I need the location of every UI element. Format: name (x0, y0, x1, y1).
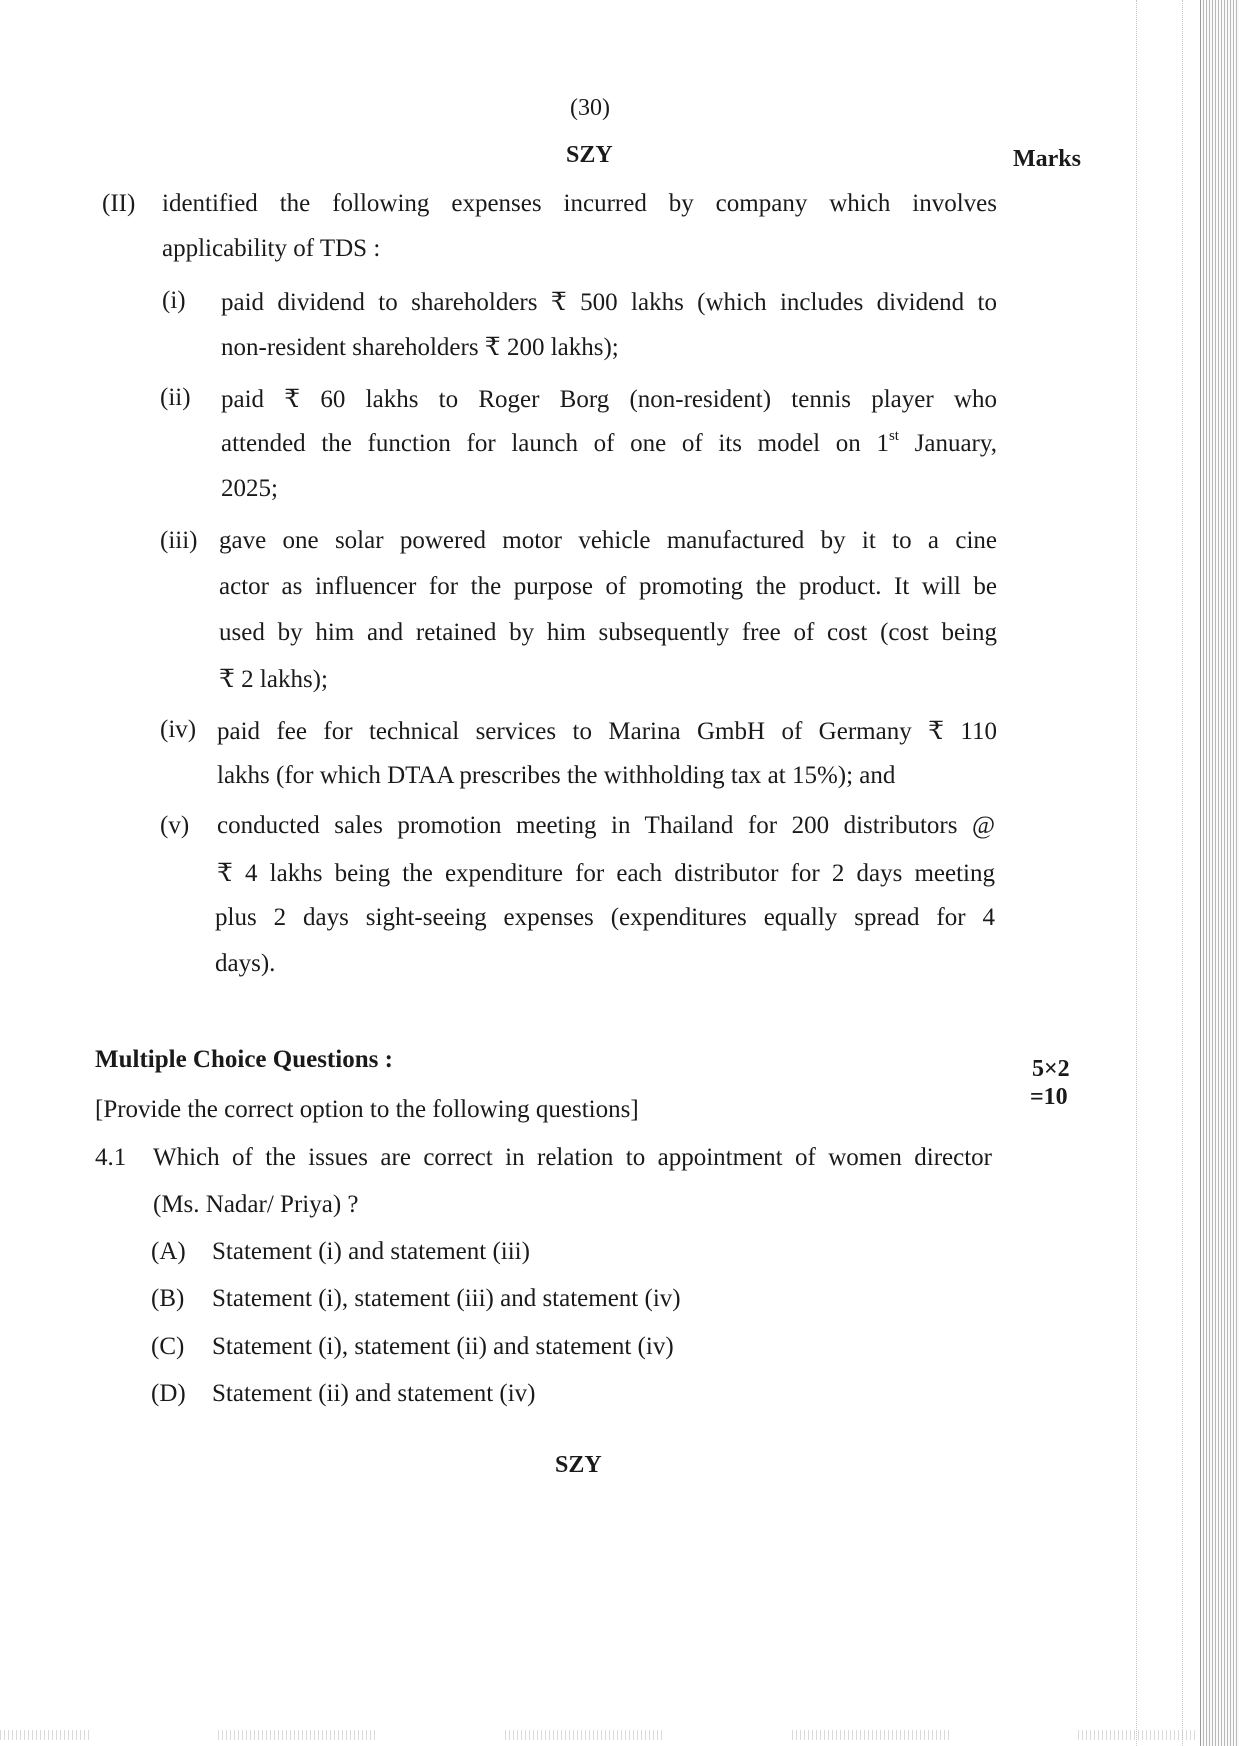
page-binding-edge (1201, 0, 1239, 1746)
option-letter: (D) (151, 1380, 186, 1407)
scan-dotted-line (1182, 0, 1184, 1746)
item-text-line: ₹ 4 lakhs being the expenditure for each distributor for 2 days meeting (217, 860, 995, 887)
option-text: Statement (i), statement (iii) and statement (iv) (212, 1285, 681, 1312)
scan-noise (505, 1730, 665, 1740)
section-intro: identified the following expenses incurred by company which involves (162, 190, 997, 217)
item-number: (iv) (160, 716, 197, 743)
section-label: (II) (102, 190, 136, 217)
item-text-line: days). (215, 950, 276, 977)
mcq-marks: 5×2 (1032, 1056, 1070, 1082)
option-text: Statement (ii) and statement (iv) (212, 1380, 536, 1407)
option-letter: (A) (151, 1238, 186, 1265)
page-number: (30) (570, 95, 610, 121)
item-number: (i) (162, 287, 186, 314)
item-number: (v) (160, 812, 190, 839)
binding-border (1200, 0, 1201, 1746)
item-text-line: 2025; (221, 475, 278, 502)
series-code: SZY (566, 142, 613, 168)
question-text-cont: (Ms. Nadar/ Priya) ? (153, 1191, 359, 1218)
option-text: Statement (i) and statement (iii) (212, 1238, 530, 1265)
scan-dotted-line (1136, 0, 1138, 1746)
mcq-instruction: [Provide the correct option to the following questions] (95, 1096, 639, 1123)
footer-series-code: SZY (555, 1452, 602, 1478)
section-intro-cont: applicability of TDS : (162, 235, 381, 262)
question-number: 4.1 (95, 1144, 127, 1171)
item-text-line: conducted sales promotion meeting in Thailand for 200 distributors @ (217, 812, 995, 839)
item-text-line: plus 2 days sight-seeing expenses (expenditures equally spread for 4 (215, 904, 995, 931)
item-text-line (221, 430, 997, 458)
item-number: (iii) (160, 527, 198, 554)
mcq-heading: Multiple Choice Questions : (95, 1046, 393, 1073)
item-text-line: paid dividend to shareholders ₹ 500 lakhs (which includes dividend to (221, 289, 997, 316)
mcq-marks-total: =10 (1030, 1084, 1068, 1110)
item-number: (ii) (160, 384, 191, 411)
option-text: Statement (i), statement (ii) and statement (iv) (212, 1333, 674, 1360)
option-letter: (B) (151, 1285, 185, 1312)
item-text-line: gave one solar powered motor vehicle manufactured by it to a cine (219, 527, 997, 554)
ordinal-superscript: st (888, 428, 899, 444)
item-text-line: used by him and retained by him subsequently free of cost (cost being (219, 619, 997, 646)
scan-noise (1078, 1730, 1198, 1740)
item-text-fragment: January, (898, 430, 998, 457)
option-letter: (C) (151, 1333, 185, 1360)
question-text: Which of the issues are correct in relation to appointment of women director (153, 1144, 992, 1171)
item-text-line: paid fee for technical services to Marina GmbH of Germany ₹ 110 (217, 718, 997, 745)
marks-label: Marks (1013, 146, 1081, 172)
scan-noise (218, 1730, 378, 1740)
item-text-line: paid ₹ 60 lakhs to Roger Borg (non-resident) tennis player who (221, 386, 997, 413)
scan-noise (0, 1730, 90, 1740)
item-text-fragment: attended the function for launch of one of its model on 1 (221, 430, 889, 457)
item-text-line: actor as influencer for the purpose of promoting the product. It will be (219, 573, 997, 600)
item-text-line: lakhs (for which DTAA prescribes the withholding tax at 15%); and (217, 762, 896, 789)
scan-noise (792, 1730, 952, 1740)
item-text-line: ₹ 2 lakhs); (219, 666, 328, 693)
item-text-line: non-resident shareholders ₹ 200 lakhs); (221, 334, 619, 361)
